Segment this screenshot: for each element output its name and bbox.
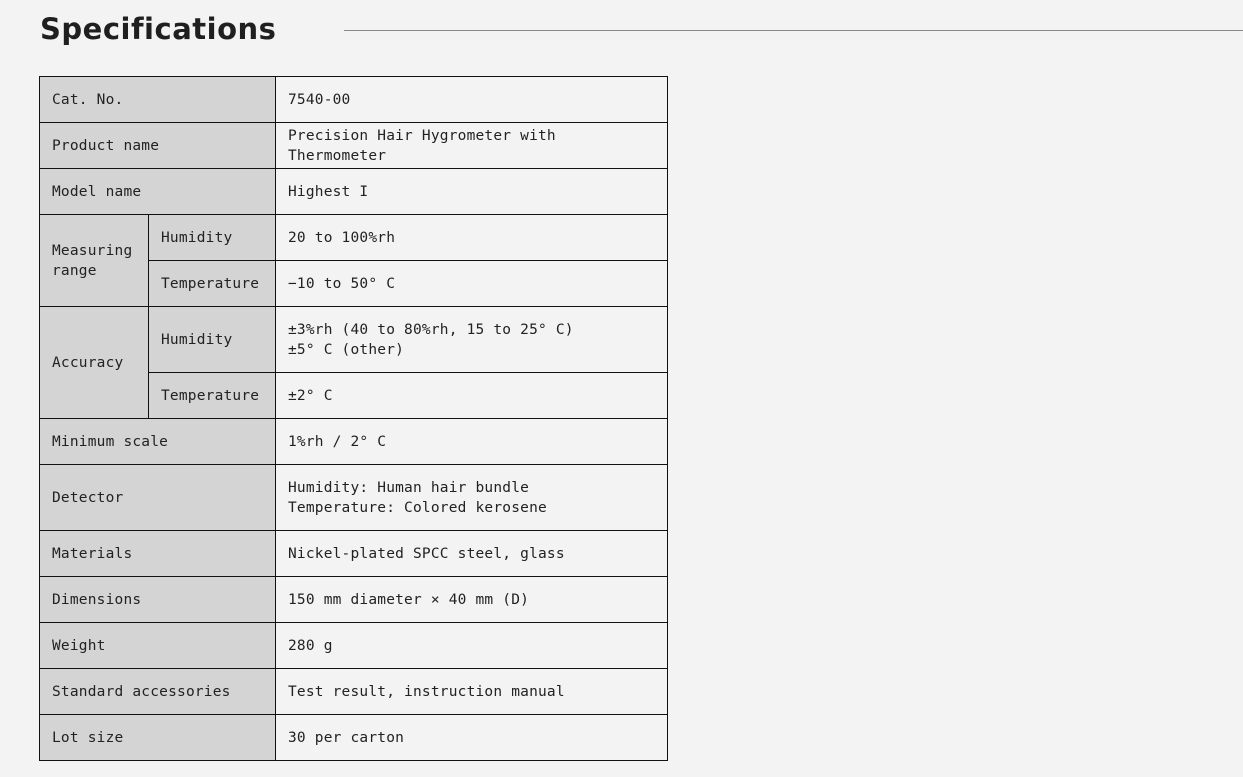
page-title: Specifications <box>40 12 277 46</box>
table-row-materials <box>40 531 668 577</box>
table-row-accuracy-humidity <box>40 307 668 373</box>
detector-value-line-1: Humidity: Human hair bundle <box>287 479 530 496</box>
accuracy-humidity-value-line-2: ±5° C (other) <box>287 341 405 358</box>
table-row-model-name <box>40 169 668 215</box>
accuracy-humidity-value-line-1: ±3%rh (40 to 80%rh, 15 to 25° C) <box>287 321 574 338</box>
model-name-value: Highest I <box>275 169 667 215</box>
specifications-table <box>39 76 668 761</box>
detector-label: Detector <box>40 465 276 531</box>
accuracy-temperature-label: Temperature <box>148 373 275 419</box>
materials-label: Materials <box>40 531 276 577</box>
table-row-product-name <box>40 123 668 169</box>
table-row-standard-accessories <box>40 669 668 715</box>
table-row-dimensions <box>40 577 668 623</box>
heading-divider <box>344 30 1243 31</box>
accuracy-humidity-label: Humidity <box>148 307 275 373</box>
measuring-range-humidity-label: Humidity <box>148 215 275 261</box>
measuring-range-temperature-label: Temperature <box>148 261 275 307</box>
dimensions-value: 150 mm diameter × 40 mm (D) <box>275 577 667 623</box>
cat-no-value: 7540-00 <box>275 77 667 123</box>
minimum-scale-label: Minimum scale <box>40 419 276 465</box>
weight-value: 280 g <box>275 623 667 669</box>
measuring-range-temperature-value: −10 to 50° C <box>275 261 667 307</box>
table-row-lot-size <box>40 715 668 761</box>
detector-value <box>275 465 667 531</box>
cat-no-label: Cat. No. <box>40 77 276 123</box>
product-name-value: Precision Hair Hygrometer with Thermometer <box>275 123 667 169</box>
table-row-minimum-scale <box>40 419 668 465</box>
lot-size-label: Lot size <box>40 715 276 761</box>
dimensions-label: Dimensions <box>40 577 276 623</box>
table-row-detector <box>40 465 668 531</box>
standard-accessories-value: Test result, instruction manual <box>275 669 667 715</box>
accuracy-label: Accuracy <box>40 307 149 419</box>
accuracy-temperature-value: ±2° C <box>275 373 667 419</box>
measuring-range-humidity-value: 20 to 100%rh <box>275 215 667 261</box>
weight-label: Weight <box>40 623 276 669</box>
detector-value-line-2: Temperature: Colored kerosene <box>287 499 547 516</box>
lot-size-value: 30 per carton <box>275 715 667 761</box>
table-row-measuring-range-humidity <box>40 215 668 261</box>
minimum-scale-value: 1%rh / 2° C <box>275 419 667 465</box>
product-name-label: Product name <box>40 123 276 169</box>
materials-value: Nickel-plated SPCC steel, glass <box>275 531 667 577</box>
table-row-cat-no <box>40 77 668 123</box>
table-row-weight <box>40 623 668 669</box>
accuracy-humidity-value <box>275 307 667 373</box>
model-name-label: Model name <box>40 169 276 215</box>
standard-accessories-label: Standard accessories <box>40 669 276 715</box>
measuring-range-label: Measuring range <box>40 215 149 307</box>
